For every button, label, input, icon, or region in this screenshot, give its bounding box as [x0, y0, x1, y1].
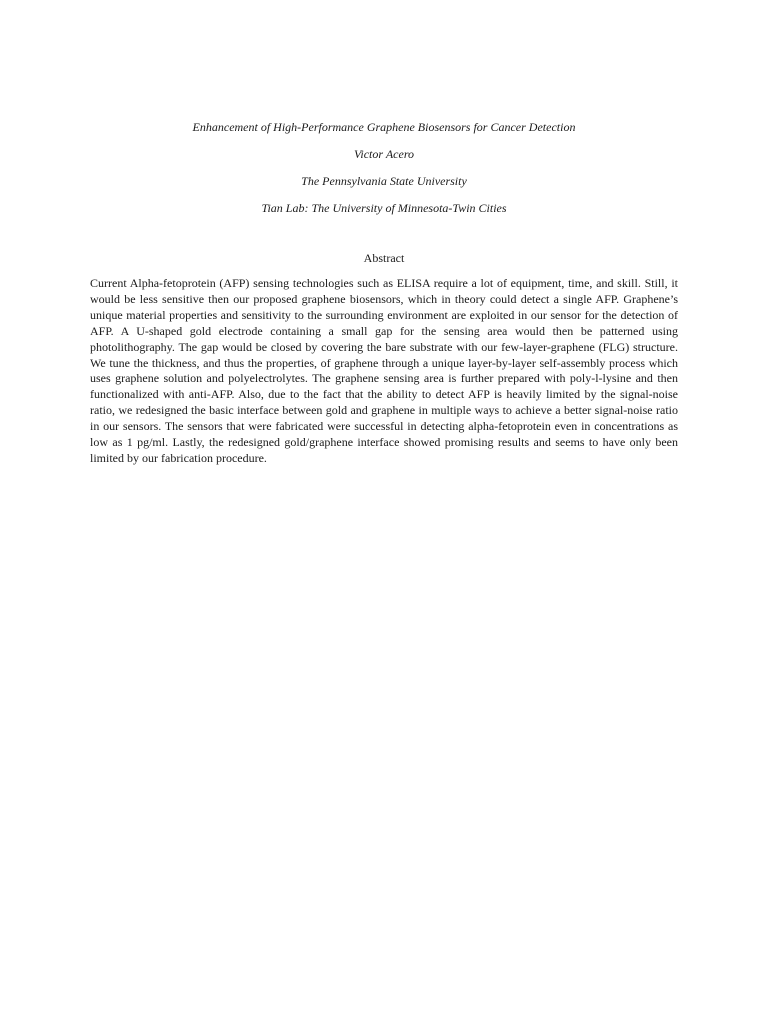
- abstract-heading: Abstract: [363, 251, 405, 265]
- affiliation-secondary: Tian Lab: The University of Minnesota-Twin Cities: [261, 201, 507, 215]
- abstract-paragraph: Current Alpha-fetoprotein (AFP) sensing technologies such as ELISA require a lot of equipment, time, and skill. Still, it would be less sensitive then our proposed graphene biosensors, which in theory could detect a single AFP. Graphene’s unique material properties and sensitivity to the surrounding environment are exploited in our sensor for the detection of AFP. A U-shaped gold electrode containing a small gap for the sensing area would then be patterned using photolithography. The gap would be closed by covering the bare substrate with our few-layer-graphene (FLG) structure. We tune the thickness, and thus the properties, of graphene through a unique layer-by-layer self-assembly process which uses graphene solution and polyelectrolytes. The graphene sensing area is further prepared with poly-l-lysine and then functionalized with anti-AFP. Also, due to the fact that the ability to detect AFP is heavily limited by the signal-noise ratio, we redesigned the basic interface between gold and graphene in multiple ways to achieve a better signal-noise ratio in our sensors. The sensors that were fabricated were successful in detecting alpha-fetoprotein even in concentrations as low as 1 pg/ml. Lastly, the redesigned gold/graphene interface showed promising results and seems to have only been limited by our fabrication procedure.: [90, 276, 678, 465]
- paper-title: Enhancement of High-Performance Graphene Biosensors for Cancer Detection: [192, 120, 576, 134]
- author-name: Victor Acero: [353, 147, 415, 161]
- affiliation-primary: The Pennsylvania State University: [301, 174, 467, 188]
- title-block: [0, 119, 768, 227]
